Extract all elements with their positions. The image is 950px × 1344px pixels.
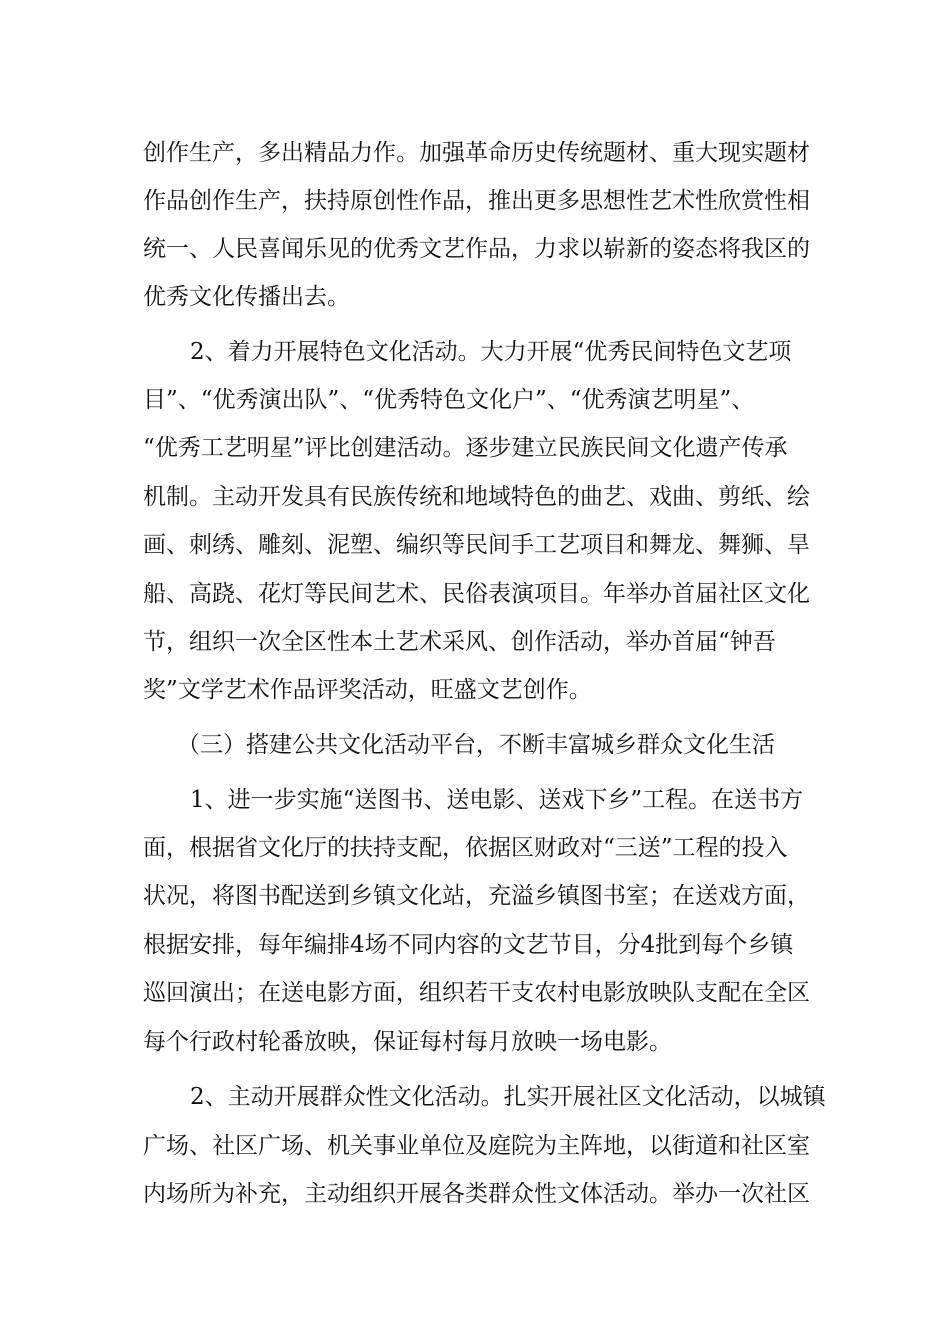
- text-line: 机制。主动开发具有民族传统和地域特色的曲艺、戏曲、剪纸、绘: [143, 484, 810, 510]
- text-line: 每个行政村轮番放映，保证每村每月放映一场电影。: [143, 1029, 672, 1055]
- text-line: 巡回演出；在送电影方面，组织若干支农村电影放映队支配在全区: [143, 980, 810, 1006]
- text-line: 画、刺绣、雕刻、泥塑、编织等民间手工艺项目和舞龙、舞狮、旱: [143, 532, 810, 558]
- text-line: 内场所为补充，主动组织开展各类群众性文体活动。举办一次社区: [143, 1181, 810, 1207]
- text-line: 节，组织一次全区性本土艺术采风、创作活动，举办首届“钟吾: [143, 629, 776, 655]
- text-line: 状况，将图书配送到乡镇文化站，充溢乡镇图书室；在送戏方面，: [143, 883, 810, 909]
- text-line: “优秀工艺明星”评比创建活动。逐步建立民族民间文化遗产传承: [143, 435, 788, 461]
- text-line: 目”、“优秀演出队”、“优秀特色文化户”、“优秀演艺明星”、: [143, 387, 755, 413]
- text-line: 船、高跷、花灯等民间艺术、民俗表演项目。年举办首届社区文化: [143, 581, 810, 607]
- paragraph-first-line: 2、着力开展特色文化活动。大力开展“优秀民间特色文艺项: [190, 339, 792, 365]
- text-line: 统一、人民喜闻乐见的优秀文艺作品，力求以崭新的姿态将我区的: [143, 236, 810, 262]
- section-heading: （三）搭建公共文化活动平台，不断丰富城乡群众文化生活: [177, 732, 775, 758]
- text-line: 面，根据省文化厅的扶持支配，依据区财政对“三送”工程的投入: [143, 835, 788, 861]
- text-line: 优秀文化传播出去。: [143, 284, 350, 310]
- text-line: 作品创作生产，扶持原创性作品，推出更多思想性艺术性欣赏性相: [143, 188, 810, 214]
- text-line: 广场、社区广场、机关事业单位及庭院为主阵地，以街道和社区室: [143, 1133, 810, 1159]
- text-line: 创作生产，多出精品力作。加强革命历史传统题材、重大现实题材: [143, 140, 810, 166]
- paragraph-first-line: 2、主动开展群众性文化活动。扎实开展社区文化活动，以城镇: [190, 1084, 826, 1110]
- text-line: 根据安排，每年编排4场不同内容的文艺节目，分4批到每个乡镇: [143, 932, 794, 958]
- paragraph-first-line: 1、进一步实施“送图书、送电影、送戏下乡”工程。在送书方: [190, 787, 804, 813]
- text-line: 奖”文学艺术作品评奖活动，旺盛文艺创作。: [143, 677, 592, 703]
